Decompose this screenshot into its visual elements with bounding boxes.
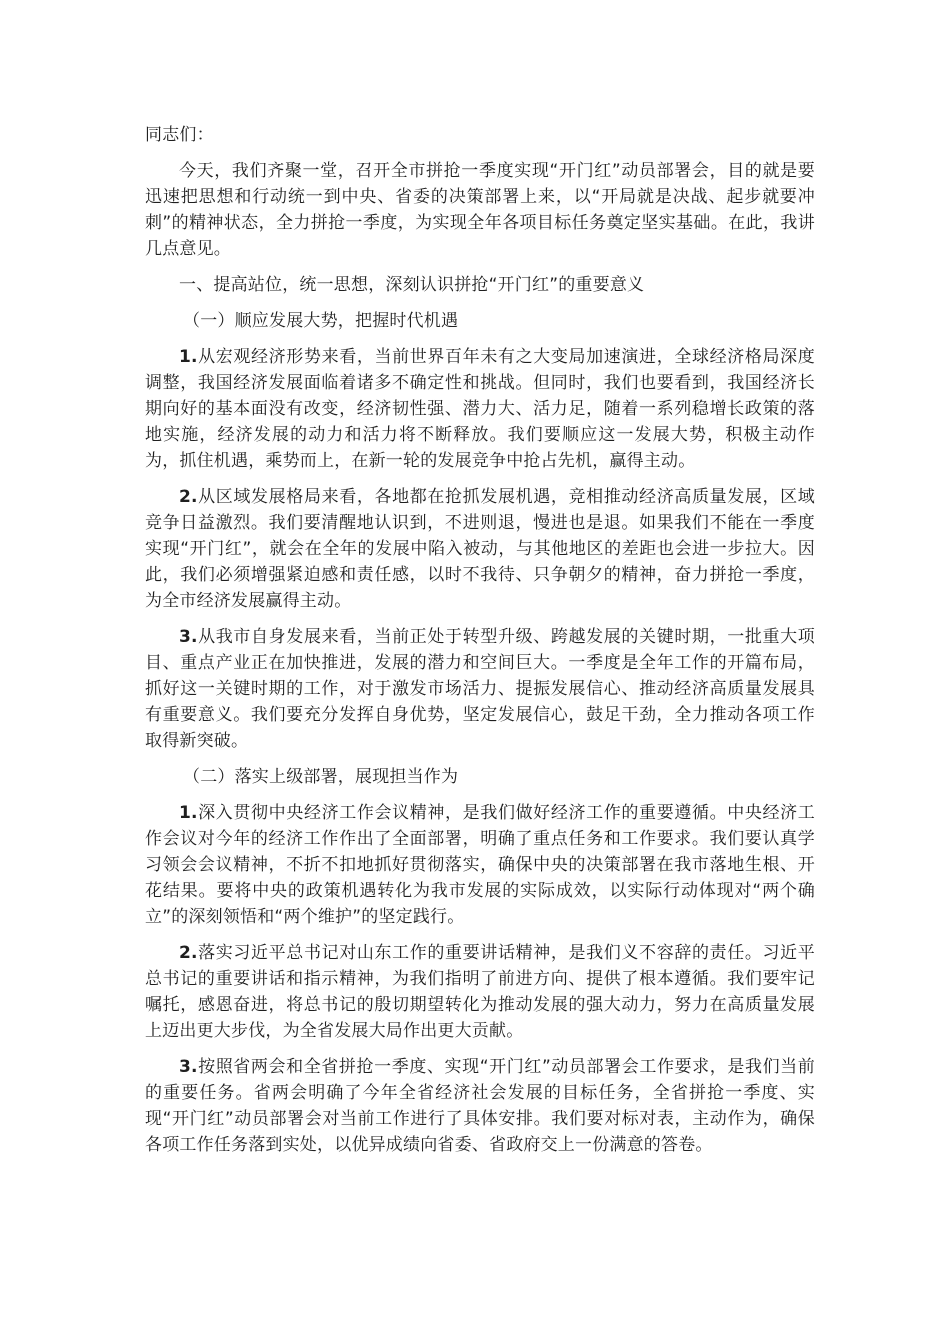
item-number: 1. bbox=[179, 347, 198, 367]
list-item bbox=[145, 800, 815, 930]
list-item bbox=[145, 940, 815, 1044]
item-text: 落实习近平总书记对山东工作的重要讲话精神，是我们义不容辞的责任。习近平总书记的重要讲话和指示精神，为我们指明了前进方向、提供了根本遵循。我们要牢记嘱托，感恩奋进，将总书记的殷切期望转化为推动发展的强大动力，努力在高质量发展上迈出更大步伐，为全省发展大局作出更大贡献。 bbox=[145, 943, 815, 1041]
item-text: 从我市自身发展来看，当前正处于转型升级、跨越发展的关键时期，一批重大项目、重点产业正在加快推进，发展的潜力和空间巨大。一季度是全年工作的开篇布局，抓好这一关键时期的工作，对于激发市场活力、提振发展信心、推动经济高质量发展具有重要意义。我们要充分发挥自身优势，坚定发展信心，鼓足干劲，全力推动各项工作取得新突破。 bbox=[145, 627, 815, 751]
list-item bbox=[145, 624, 815, 754]
item-number: 2. bbox=[179, 943, 198, 963]
section-1-title: 一、提高站位，统一思想，深刻认识拼抢“开门红”的重要意义 bbox=[179, 275, 645, 295]
item-number: 3. bbox=[179, 1057, 198, 1077]
item-number: 3. bbox=[179, 627, 198, 647]
list-item bbox=[145, 1054, 815, 1158]
subsection-2-title: （二）落实上级部署，展现担当作为 bbox=[183, 767, 459, 787]
item-text: 从宏观经济形势来看，当前世界百年未有之大变局加速演进，全球经济格局深度调整，我国经济发展面临着诸多不确定性和挑战。但同时，我们也要看到，我国经济长期向好的基本面没有改变，经济韧性强、潜力大、活力足，随着一系列稳增长政策的落地实施，经济发展的动力和活力将不断释放。我们要顺应这一发展大势，积极主动作为，抓住机遇，乘势而上，在新一轮的发展竞争中抢占先机，赢得主动。 bbox=[145, 347, 815, 471]
item-number: 1. bbox=[179, 803, 198, 823]
list-item bbox=[145, 484, 815, 614]
subsection-1-title: （一）顺应发展大势，把握时代机遇 bbox=[183, 311, 459, 331]
item-text: 从区域发展格局来看，各地都在抢抓发展机遇，竞相推动经济高质量发展，区域竞争日益激烈。我们要清醒地认识到，不进则退，慢进也是退。如果我们不能在一季度实现“开门红”，就会在全年的发展中陷入被动，与其他地区的差距也会进一步拉大。因此，我们必须增强紧迫感和责任感，以时不我待、只争朝夕的精神，奋力拼抢一季度，为全市经济发展赢得主动。 bbox=[145, 487, 815, 611]
intro-paragraph: 今天，我们齐聚一堂，召开全市拼抢一季度实现“开门红”动员部署会，目的就是要迅速把思想和行动统一到中央、省委的决策部署上来，以“开局就是决战、起步就要冲刺”的精神状态，全力拼抢一季度，为实现全年各项目标任务奠定坚实基础。在此，我讲几点意见。 bbox=[145, 161, 815, 259]
list-item bbox=[145, 344, 815, 474]
document-body bbox=[145, 122, 815, 1168]
salutation: 同志们： bbox=[145, 125, 214, 145]
item-text: 深入贯彻中央经济工作会议精神，是我们做好经济工作的重要遵循。中央经济工作会议对今年的经济工作作出了全面部署，明确了重点任务和工作要求。我们要认真学习领会会议精神，不折不扣地抓好贯彻落实，确保中央的决策部署在我市落地生根、开花结果。要将中央的政策机遇转化为我市发展的实际成效，以实际行动体现对“两个确立”的深刻领悟和“两个维护”的坚定践行。 bbox=[145, 803, 815, 927]
item-number: 2. bbox=[179, 487, 198, 507]
item-text: 按照省两会和全省拼抢一季度、实现“开门红”动员部署会工作要求，是我们当前的重要任务。省两会明确了今年全省经济社会发展的目标任务，全省拼抢一季度、实现“开门红”动员部署会对当前工作进行了具体安排。我们要对标对表，主动作为，确保各项工作任务落到实处，以优异成绩向省委、省政府交上一份满意的答卷。 bbox=[145, 1057, 815, 1155]
